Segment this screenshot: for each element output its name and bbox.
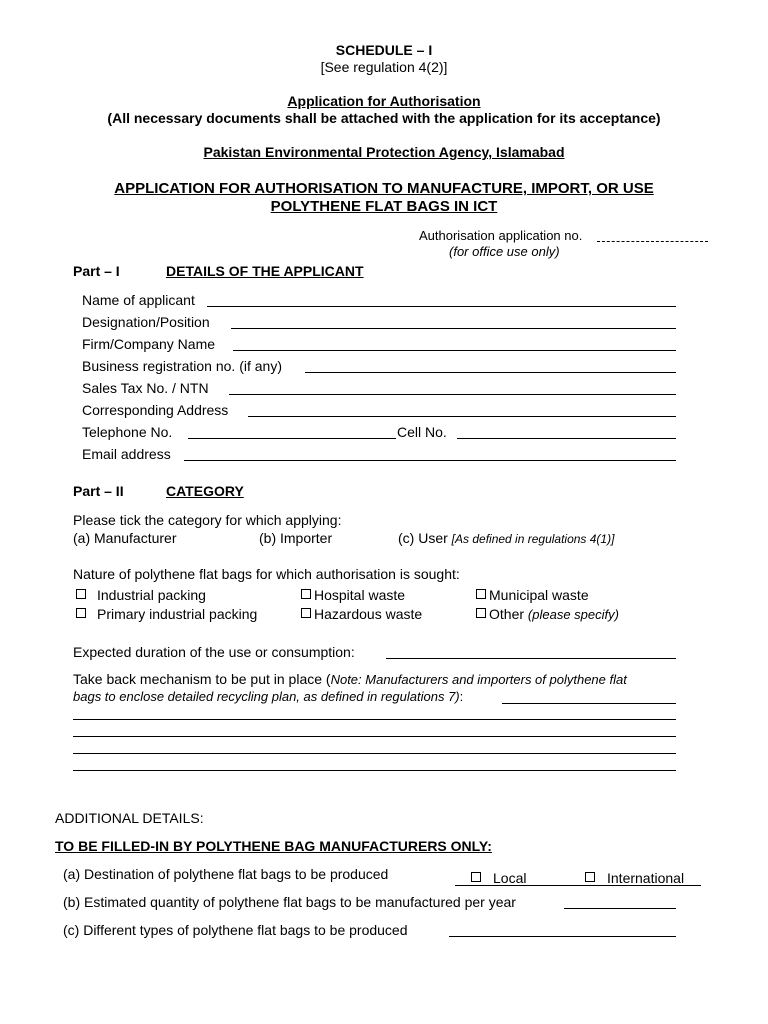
manufacturers-only-heading: TO BE FILLED-IN BY POLYTHENE BAG MANUFACTURERS ONLY: — [55, 838, 492, 854]
application-note: (All necessary documents shall be attached with the application for its acceptance) — [107, 110, 661, 126]
takeback-note-continued: bags to enclose detailed recycling plan, as defined in regulations 7) — [73, 689, 460, 704]
business-registration-field[interactable] — [305, 372, 676, 373]
checkbox-icon — [476, 589, 486, 599]
takeback-colon: : — [459, 689, 464, 704]
part-1-title: DETAILS OF THE APPLICANT — [166, 263, 364, 279]
option-municipal-waste[interactable] — [476, 587, 589, 603]
checkbox-icon — [76, 608, 86, 618]
option-label: International — [607, 870, 685, 886]
part-2-title: CATEGORY — [166, 483, 244, 499]
option-label: Industrial packing — [97, 587, 206, 603]
category-manufacturer[interactable]: (a) Manufacturer — [73, 530, 177, 546]
checkbox-icon — [301, 608, 311, 618]
agency-name: Pakistan Environmental Protection Agency, Islamabad — [203, 144, 565, 160]
nature-prompt: Nature of polythene flat bags for which authorisation is sought: — [73, 566, 460, 582]
part-1-label: Part – I — [73, 263, 120, 279]
address-label: Corresponding Address — [82, 402, 229, 418]
checkbox-icon — [476, 608, 486, 618]
option-label: Primary industrial packing — [97, 606, 258, 622]
name-of-applicant-label: Name of applicant — [82, 292, 195, 308]
checkbox-icon — [585, 872, 595, 882]
office-use-note: (for office use only) — [449, 244, 560, 259]
category-user-label: (c) User — [398, 530, 448, 546]
estimated-quantity-question: (b) Estimated quantity of polythene flat bags to be manufactured per year — [63, 894, 516, 910]
see-regulation: [See regulation 4(2)] — [320, 59, 448, 75]
option-primary-industrial-packing[interactable] — [76, 606, 257, 622]
takeback-field-line-1[interactable] — [73, 719, 676, 720]
destination-local[interactable] — [471, 870, 526, 886]
estimated-quantity-field[interactable] — [564, 908, 676, 909]
firm-name-label: Firm/Company Name — [82, 336, 216, 352]
main-title-line-1: APPLICATION FOR AUTHORISATION TO MANUFACTURE, IMPORT, OR USE — [114, 180, 654, 197]
option-hazardous-waste[interactable] — [301, 606, 422, 622]
part-2-label: Part – II — [73, 483, 124, 499]
option-label: Hospital waste — [314, 587, 406, 603]
destination-international[interactable] — [585, 870, 684, 886]
takeback-text: Take back mechanism to be put in place ( — [73, 671, 331, 687]
authorisation-application-no-field[interactable] — [597, 241, 708, 242]
takeback-line-1 — [73, 671, 627, 687]
tick-category-prompt: Please tick the category for which applying: — [73, 512, 342, 528]
email-field[interactable] — [184, 460, 676, 461]
cell-field[interactable] — [457, 438, 676, 439]
category-user[interactable] — [398, 530, 614, 546]
telephone-label: Telephone No. — [82, 424, 173, 440]
destination-underline — [455, 885, 701, 886]
option-label: Local — [493, 870, 527, 886]
additional-details-heading: ADDITIONAL DETAILS: — [55, 810, 204, 826]
takeback-field-inline[interactable] — [502, 703, 676, 704]
option-other-note: (please specify) — [527, 607, 619, 622]
takeback-field-line-4[interactable] — [73, 770, 676, 771]
types-question: (c) Different types of polythene flat bags to be produced — [63, 922, 408, 938]
option-label: Hazardous waste — [314, 606, 423, 622]
address-field[interactable] — [248, 416, 676, 417]
main-title-line-2: POLYTHENE FLAT BAGS IN ICT — [270, 198, 498, 215]
option-other[interactable] — [476, 606, 619, 622]
destination-question: (a) Destination of polythene flat bags to be produced — [63, 866, 389, 882]
checkbox-icon — [301, 589, 311, 599]
takeback-field-line-2[interactable] — [73, 736, 676, 737]
business-registration-label: Business registration no. (if any) — [82, 358, 282, 374]
designation-label: Designation/Position — [82, 314, 210, 330]
option-label: Other — [489, 606, 525, 622]
takeback-line-2 — [73, 689, 463, 704]
sales-tax-label: Sales Tax No. / NTN — [82, 380, 209, 396]
option-label: Municipal waste — [489, 587, 589, 603]
option-industrial-packing[interactable] — [76, 587, 206, 603]
firm-name-field[interactable] — [233, 350, 676, 351]
checkbox-icon — [471, 872, 481, 882]
category-importer[interactable]: (b) Importer — [259, 530, 333, 546]
duration-field[interactable] — [386, 658, 676, 659]
authorisation-application-no-label: Authorisation application no. — [419, 228, 583, 243]
sales-tax-field[interactable] — [229, 394, 676, 395]
checkbox-icon — [76, 589, 86, 599]
application-title: Application for Authorisation — [287, 93, 481, 109]
types-field[interactable] — [449, 936, 676, 937]
telephone-field[interactable] — [188, 438, 396, 439]
cell-label: Cell No. — [397, 424, 447, 440]
name-of-applicant-field[interactable] — [207, 306, 676, 307]
email-label: Email address — [82, 446, 171, 462]
option-hospital-waste[interactable] — [301, 587, 405, 603]
duration-label: Expected duration of the use or consumption: — [73, 644, 355, 660]
category-user-note: [As defined in regulations 4(1)] — [451, 532, 615, 546]
schedule-heading: SCHEDULE – I — [335, 42, 433, 58]
takeback-field-line-3[interactable] — [73, 753, 676, 754]
takeback-note: Note: Manufacturers and importers of polythene flat — [330, 672, 627, 687]
designation-field[interactable] — [231, 328, 676, 329]
